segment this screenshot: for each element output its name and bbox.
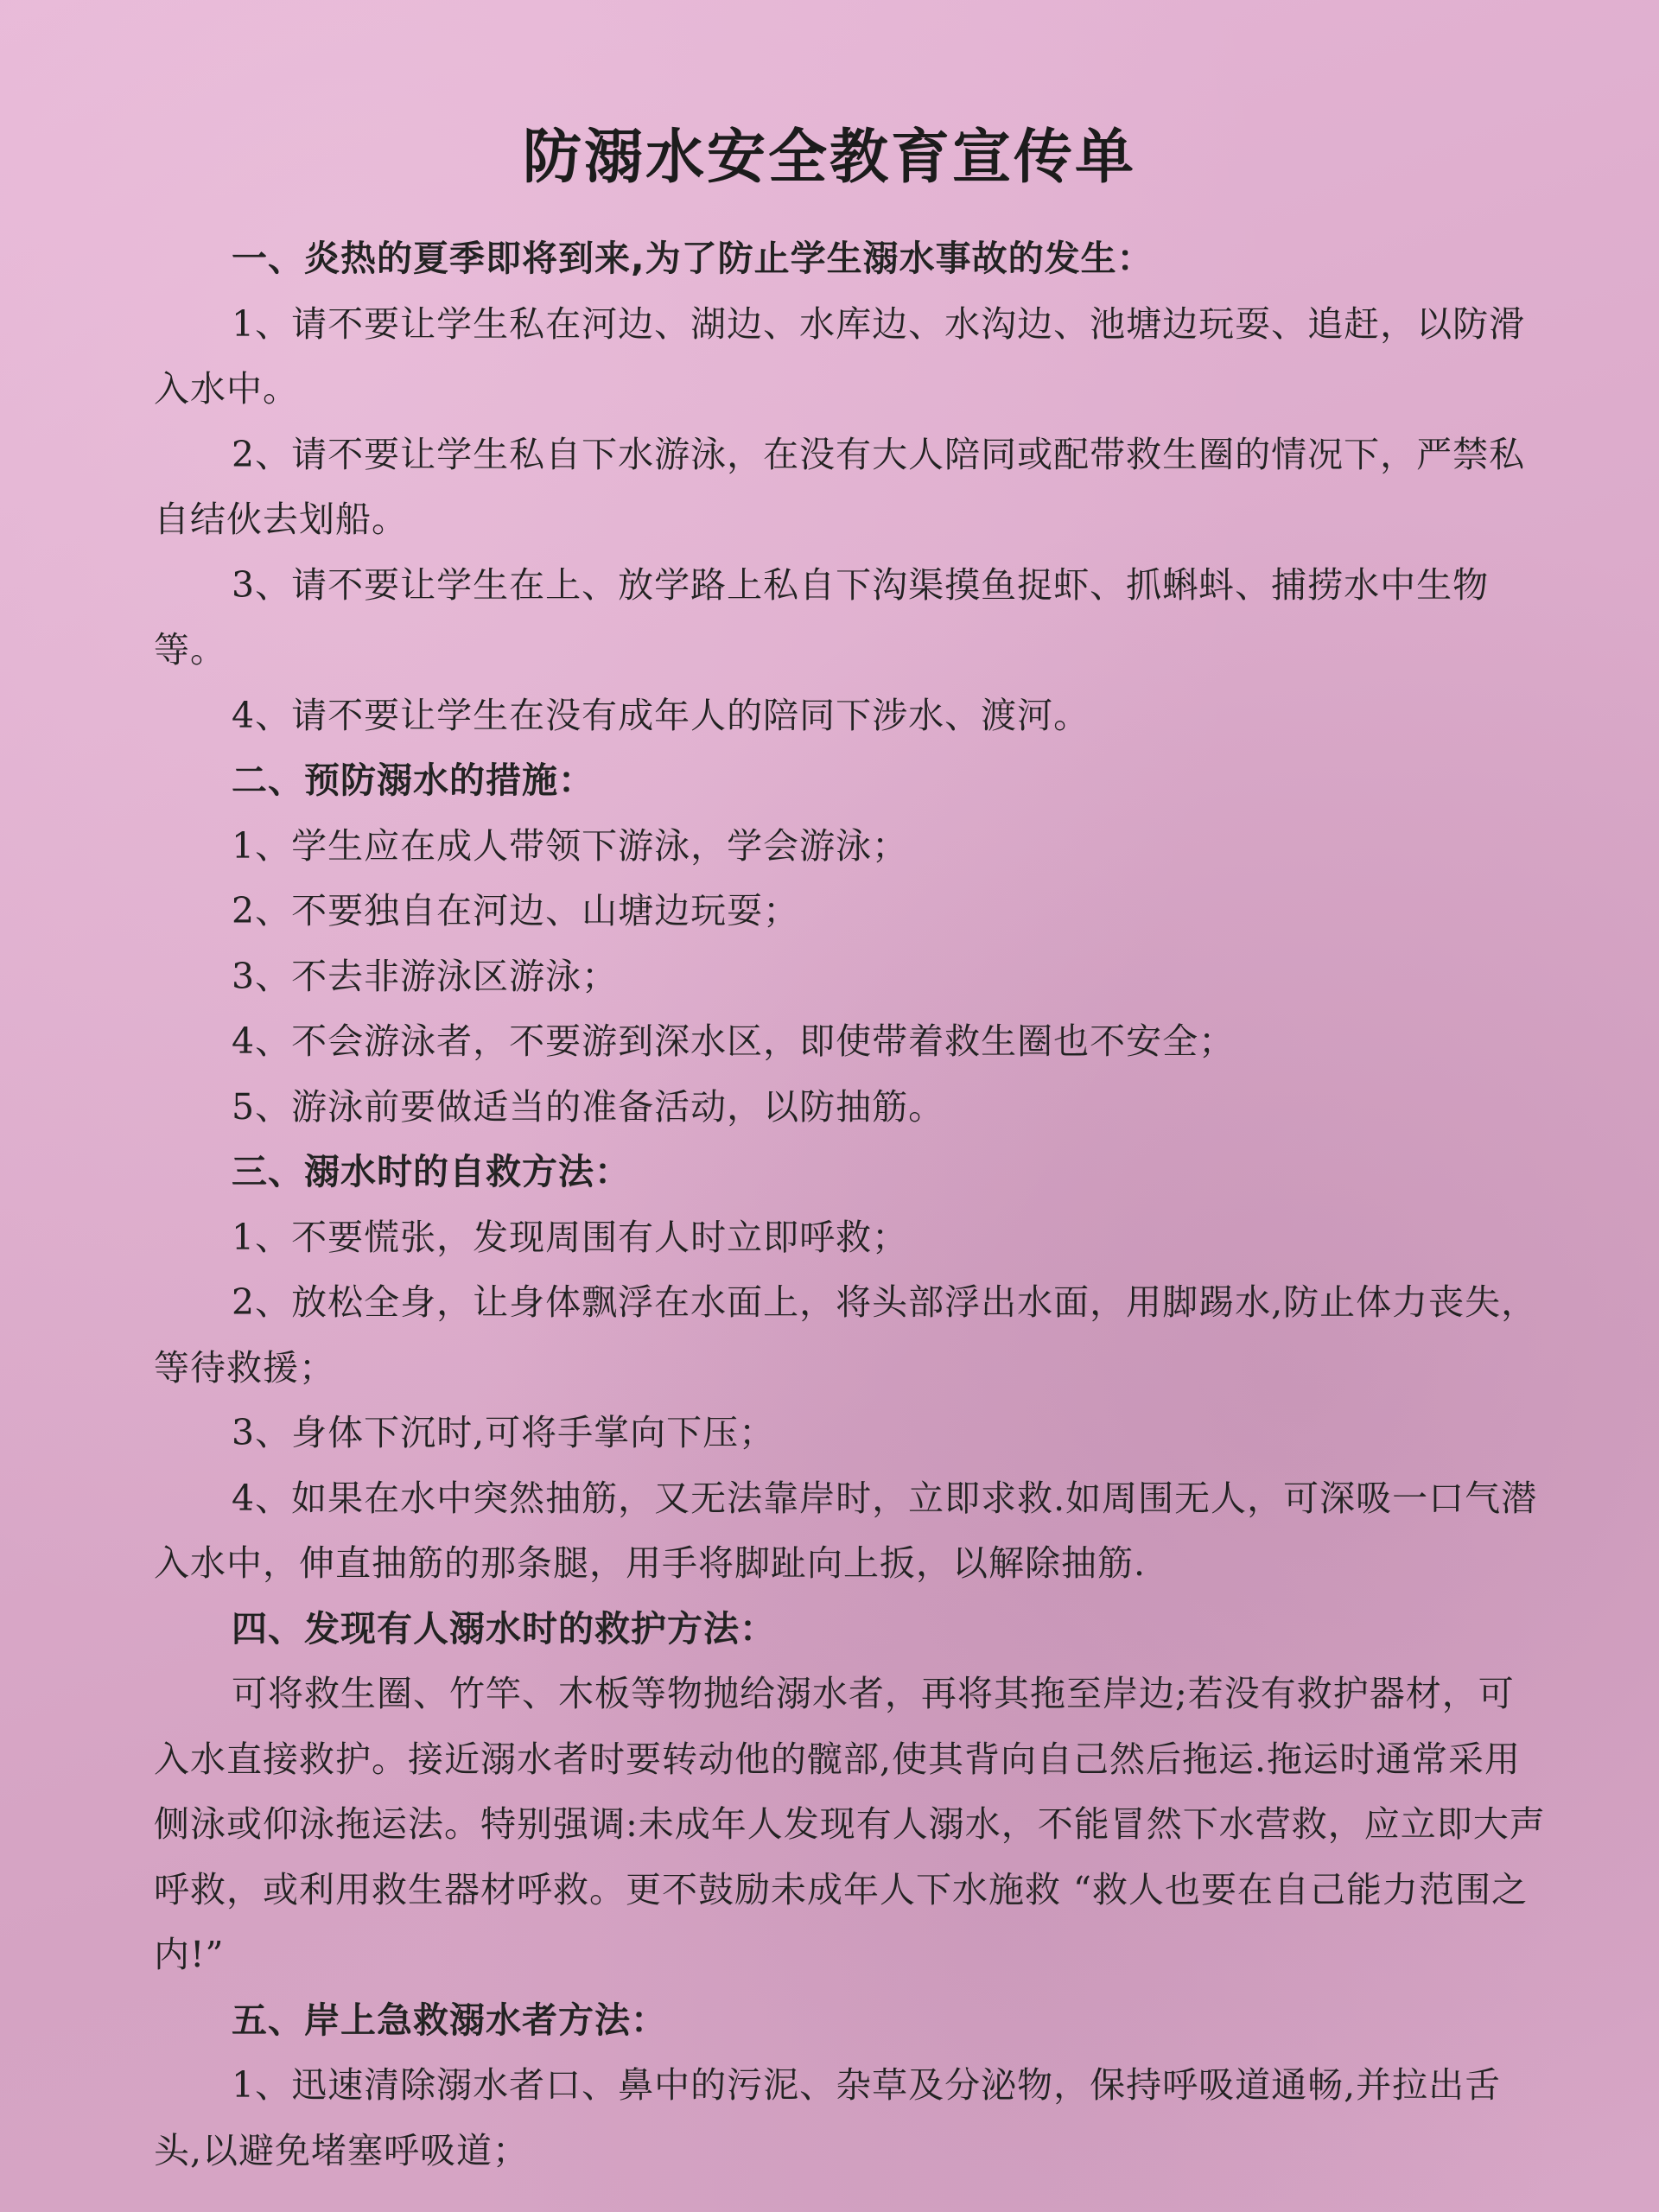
section-item: 1、迅速清除溺水者口、鼻中的污泥、杂草及分泌物，保持呼吸道通畅,并拉出舌头,以避免堵塞呼吸道； <box>154 2064 1502 2171</box>
leaflet-body <box>154 226 1547 2183</box>
section-heading: 四、发现有人溺水时的救护方法： <box>232 1607 776 1649</box>
section-item: 1、请不要让学生私在河边、湖边、水库边、水沟边、池塘边玩耍、追赶，以防滑入水中。 <box>154 302 1526 410</box>
section-item: 2、不要独自在河边、山塘边玩耍； <box>232 890 800 931</box>
leaflet-title: 防溺水安全教育宣传单 <box>522 124 1136 192</box>
section-item: 4、不会游泳者，不要游到深水区，即使带着救生圈也不安全； <box>232 1020 1236 1062</box>
section-item: 1、学生应在成人带领下游泳，学会游泳； <box>232 824 909 867</box>
section-item: 4、请不要让学生在没有成年人的陪同下涉水、渡河。 <box>232 694 1090 736</box>
section-heading: 二、预防溺水的措施： <box>232 760 594 801</box>
section-item: 3、身体下沉时,可将手掌向下压； <box>232 1412 776 1453</box>
section-heading: 五、岸上急救溺水者方法： <box>232 1999 667 2041</box>
section-heading: 三、溺水时的自救方法： <box>232 1151 631 1192</box>
section-item: 1、不要慌张，发现周围有人时立即呼救； <box>232 1216 909 1258</box>
section-item: 2、放松全身，让身体飘浮在水面上，将头部浮出水面，用脚踢水,防止体力丧失，等待救援； <box>154 1281 1538 1389</box>
section-item: 3、不去非游泳区游泳； <box>232 955 619 997</box>
section-item: 3、请不要让学生在上、放学路上私自下沟渠摸鱼捉虾、抓蝌蚪、捕捞水中生物等。 <box>154 563 1490 671</box>
section-item: 可将救生圈、竹竿、木板等物抛给溺水者，再将其拖至岸边;若没有救护器材，可入水直接救护。接近溺水者时要转动他的髋部,使其背向自己然后拖运.拖运时通常采用侧泳或仰泳拖运法。特别强调:未成年人发现有人溺水，不能冒然下水营救，应立即大声呼救，或利用救生器材呼救。更不鼓励未成年人下水施救 “救人也要在自己能力范围之内!” <box>154 1673 1546 1975</box>
section-heading: 一、炎热的夏季即将到来,为了防止学生溺水事故的发生： <box>232 238 1154 279</box>
section-item: 2、请不要让学生私自下水游泳，在没有大人陪同或配带救生圈的情况下，严禁私自结伙去划船。 <box>154 433 1526 540</box>
section-item: 4、如果在水中突然抽筋，又无法靠岸时，立即求救.如周围无人，可深吸一口气潜入水中，伸直抽筋的那条腿，用手将脚趾向上扳，以解除抽筋. <box>154 1477 1538 1584</box>
section-item: 5、游泳前要做适当的准备活动，以防抽筋。 <box>232 1085 945 1128</box>
